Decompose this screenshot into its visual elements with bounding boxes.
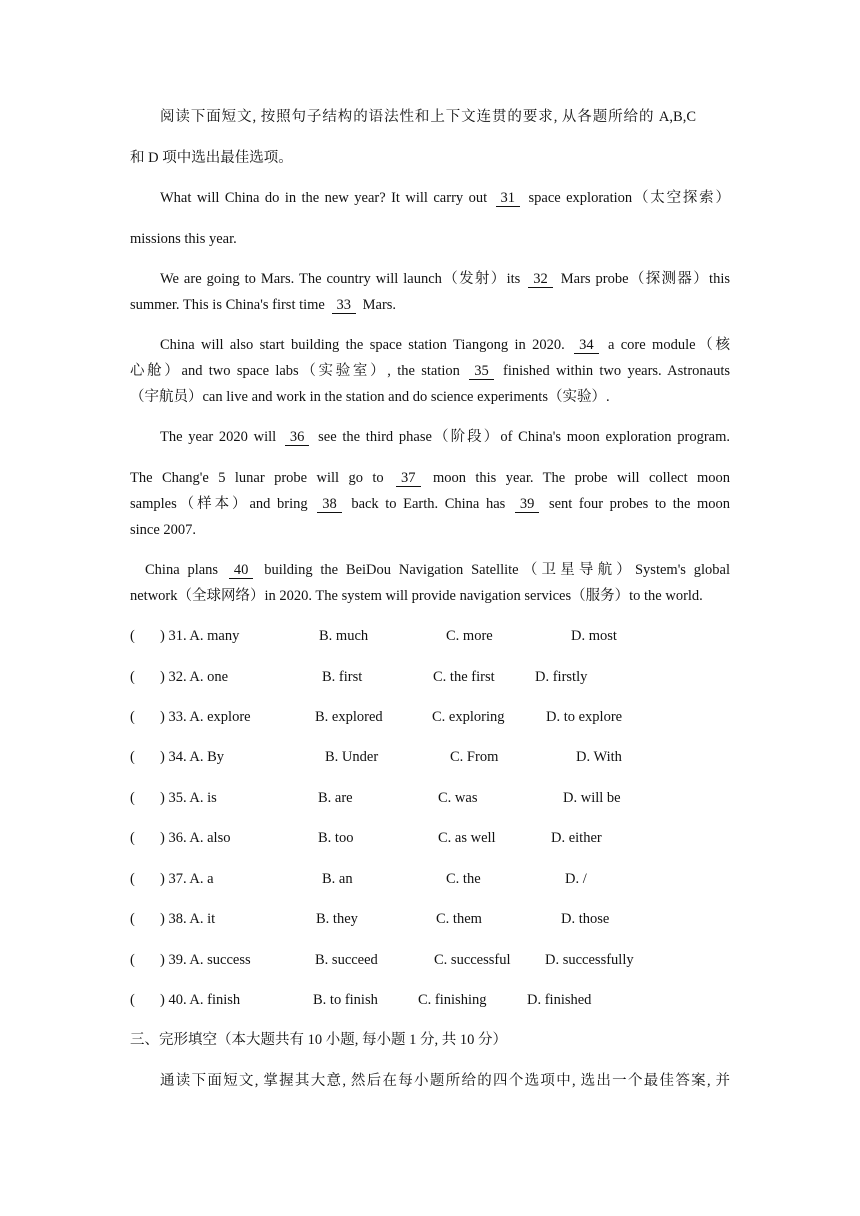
answer-bracket[interactable]: ( — [130, 830, 135, 846]
passage-p3-line-2: 心舱）and two space labs（实验室）, the station 35 finished within two years. Astronauts — [130, 363, 731, 379]
blank-40: 40 — [229, 563, 254, 579]
passage-p5-line-1: China plans 40 building the BeiDou Navigation Satellite（卫星导航）System's global — [145, 562, 731, 578]
option-b: B. to finish — [313, 992, 378, 1008]
question-31 — [0, 627, 860, 645]
question-33 — [0, 708, 860, 726]
section-3-intro: 通读下面短文, 掌握其大意, 然后在每小题所给的四个选项中, 选出一个最佳答案, 并 — [160, 1073, 730, 1089]
instructions-line-1: 阅读下面短文, 按照句子结构的语法性和上下文连贯的要求, 从各题所给的 A,B,C — [160, 109, 696, 125]
option-a: ) 31. A. many — [160, 628, 240, 644]
passage-p5-line-2: network（全球网络）in 2020. The system will provide navigation services（服务）to the world. — [130, 588, 703, 604]
blank-33: 33 — [332, 298, 357, 314]
answer-bracket[interactable]: ( — [130, 749, 135, 765]
option-a: ) 40. A. finish — [160, 992, 241, 1008]
blank-37: 37 — [396, 471, 421, 487]
answer-bracket[interactable]: ( — [130, 709, 135, 725]
answer-bracket[interactable]: ( — [130, 992, 135, 1008]
answer-bracket[interactable]: ( — [130, 790, 135, 806]
option-d: D. firstly — [535, 669, 588, 685]
option-a: ) 39. A. success — [160, 952, 251, 968]
option-d: D. With — [576, 749, 622, 765]
section-3-title: 三、完形填空（本大题共有 10 小题, 每小题 1 分, 共 10 分） — [130, 1032, 507, 1048]
option-b: B. too — [318, 830, 354, 846]
option-a: ) 32. A. one — [160, 669, 229, 685]
blank-31: 31 — [496, 191, 521, 207]
question-37 — [0, 870, 860, 888]
option-b: B. succeed — [315, 952, 378, 968]
option-b: B. much — [319, 628, 369, 644]
passage-p3-line-3: （宇航员）can live and work in the station and do science experiments（实验）. — [130, 389, 610, 405]
blank-34: 34 — [574, 338, 599, 354]
option-d: D. most — [571, 628, 617, 644]
option-c: C. exploring — [432, 709, 505, 725]
instructions-line-2: 和 D 项中选出最佳选项。 — [130, 150, 293, 166]
option-b: B. Under — [325, 749, 379, 765]
option-b: B. first — [322, 669, 363, 685]
option-d: D. either — [551, 830, 602, 846]
question-34 — [0, 748, 860, 766]
option-c: C. more — [446, 628, 493, 644]
answer-bracket[interactable]: ( — [130, 911, 135, 927]
answer-bracket[interactable]: ( — [130, 669, 135, 685]
passage-p4-line-4: since 2007. — [130, 522, 197, 538]
question-40 — [0, 991, 860, 1009]
option-a: ) 34. A. By — [160, 749, 225, 765]
option-c: C. finishing — [418, 992, 487, 1008]
blank-32: 32 — [528, 272, 553, 288]
option-b: B. explored — [315, 709, 383, 725]
answer-bracket[interactable]: ( — [130, 871, 135, 887]
option-d: D. will be — [563, 790, 621, 806]
question-36 — [0, 829, 860, 847]
option-c: C. as well — [438, 830, 496, 846]
passage-p4-line-2: The Chang'e 5 lunar probe will go to 37 moon this year. The probe will collect moon — [130, 470, 731, 486]
option-c: C. From — [450, 749, 499, 765]
passage-p2-line-2: summer. This is China's first time 33 Mars. — [130, 297, 397, 313]
option-d: D. to explore — [546, 709, 623, 725]
option-c: C. them — [436, 911, 482, 927]
passage-p4-line-3: samples（样本）and bring 38 back to Earth. China has 39 sent four probes to the moon — [130, 496, 731, 512]
blank-39: 39 — [515, 497, 540, 513]
question-35 — [0, 789, 860, 807]
question-38 — [0, 910, 860, 928]
passage-p3-line-1: China will also start building the space station Tiangong in 2020. 34 a core module（核 — [160, 337, 730, 353]
option-c: C. successful — [434, 952, 511, 968]
option-c: C. the — [446, 871, 481, 887]
option-c: C. the first — [433, 669, 495, 685]
option-a: ) 38. A. it — [160, 911, 216, 927]
option-a: ) 36. A. also — [160, 830, 231, 846]
blank-35: 35 — [469, 364, 494, 380]
option-d: D. / — [565, 871, 587, 887]
blank-38: 38 — [317, 497, 342, 513]
option-a: ) 33. A. explore — [160, 709, 251, 725]
option-d: D. finished — [527, 992, 592, 1008]
option-a: ) 35. A. is — [160, 790, 217, 806]
question-39 — [0, 951, 860, 969]
option-c: C. was — [438, 790, 478, 806]
passage-p1-line-1: What will China do in the new year? It will carry out 31 space exploration（太空探索） — [160, 190, 730, 206]
blank-36: 36 — [285, 430, 310, 446]
option-b: B. are — [318, 790, 353, 806]
answer-bracket[interactable]: ( — [130, 628, 135, 644]
passage-p4-line-1: The year 2020 will 36 see the third phase（阶段）of China's moon exploration program. — [160, 429, 730, 445]
option-a: ) 37. A. a — [160, 871, 214, 887]
option-d: D. successfully — [545, 952, 634, 968]
passage-p2-line-1: We are going to Mars. The country will launch（发射）its 32 Mars probe（探测器）this — [160, 271, 731, 287]
option-d: D. those — [561, 911, 610, 927]
passage-p1-line-2: missions this year. — [130, 231, 237, 247]
option-b: B. they — [316, 911, 358, 927]
answer-bracket[interactable]: ( — [130, 952, 135, 968]
question-32 — [0, 668, 860, 686]
option-b: B. an — [322, 871, 353, 887]
